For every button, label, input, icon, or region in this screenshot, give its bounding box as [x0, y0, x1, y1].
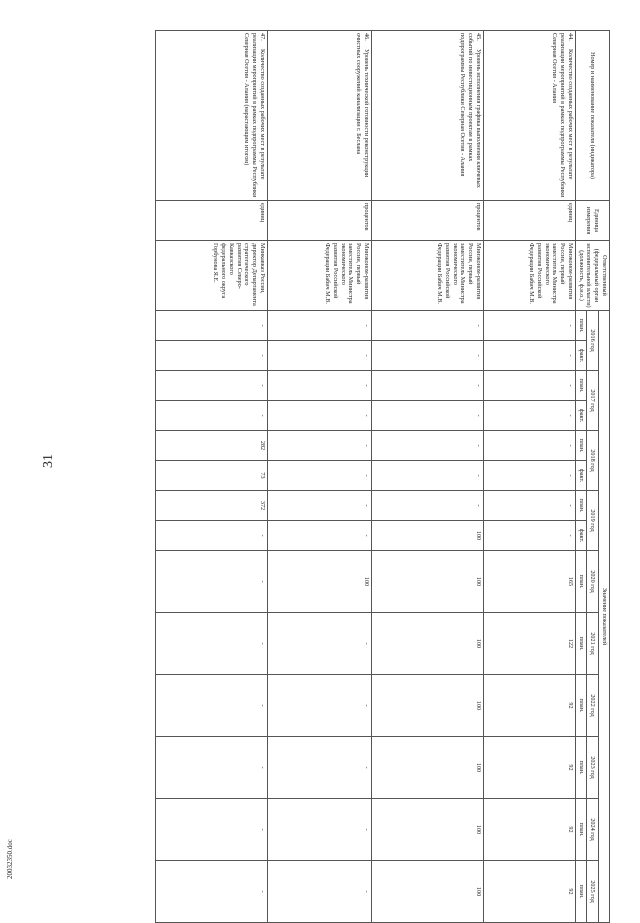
row-number: 45.: [475, 33, 482, 41]
header-year: 2017 год: [587, 371, 598, 431]
value-cell: -: [156, 371, 268, 401]
value-cell: -: [372, 401, 484, 431]
table-row: [156, 31, 268, 923]
header-year: 2024 год: [587, 799, 598, 861]
value-cell: -: [268, 861, 372, 923]
header-plan: план.: [576, 491, 587, 521]
table-row: [372, 31, 484, 923]
row-number: 44.: [567, 33, 574, 41]
value-cell: -: [484, 401, 576, 431]
header-plan: план.: [576, 311, 587, 341]
header-fact: факт.: [576, 461, 587, 491]
header-responsible: Ответственный (федеральный орган исполнительной власти) (должность, ф.и.о.): [576, 241, 610, 311]
value-cell: 100: [372, 861, 484, 923]
header-year: 2023 год: [587, 737, 598, 799]
value-cell: -: [268, 371, 372, 401]
value-cell: -: [372, 491, 484, 521]
header-indicator: Номер и наименование показателя (индикатора): [576, 31, 610, 201]
header-values: Значение показателей: [598, 311, 609, 923]
header-year: 2025 год: [587, 861, 598, 923]
header-year: 2016 год: [587, 311, 598, 371]
value-cell: 100: [268, 551, 372, 613]
page-number: 31: [41, 454, 56, 468]
header-plan: план.: [576, 675, 587, 737]
value-cell: -: [268, 675, 372, 737]
indicator-name: Количество созданных рабочих мест в результате реализации мероприятий в рамках подпрограммы Республики Северная Осетия - Алания: [551, 33, 574, 198]
responsible-cell: Минэконом-развития России, первый заместитель Министра экономического развития Российской Федерации Бабич М.В.: [372, 241, 484, 311]
responsible-cell: Минэконом-развития России, первый заместитель Министра экономического развития Российской Федерации Бабич М.В.: [484, 241, 576, 311]
value-cell: -: [268, 613, 372, 675]
value-cell: -: [484, 521, 576, 551]
value-cell: 92: [484, 799, 576, 861]
value-cell: 92: [484, 675, 576, 737]
header-year: 2019 год: [587, 491, 598, 551]
indicator-cell: [156, 31, 268, 201]
indicators-table: [155, 30, 610, 923]
value-cell: -: [156, 861, 268, 923]
header-fact: факт.: [576, 521, 587, 551]
header-plan: план.: [576, 861, 587, 923]
value-cell: -: [484, 431, 576, 461]
value-cell: -: [268, 491, 372, 521]
header-plan: план.: [576, 371, 587, 401]
indicator-cell: [484, 31, 576, 201]
value-cell: -: [156, 311, 268, 341]
unit-cell: процентов: [268, 201, 372, 241]
value-cell: -: [156, 675, 268, 737]
value-cell: 100: [372, 737, 484, 799]
table-body: [156, 31, 576, 923]
header-year: 2022 год: [587, 675, 598, 737]
header-fact: факт.: [576, 401, 587, 431]
value-cell: 100: [372, 551, 484, 613]
header-unit: Единица измерения: [576, 201, 610, 241]
header-plan: план.: [576, 431, 587, 461]
row-number: 46.: [363, 33, 370, 41]
rotated-table-wrapper: [110, 30, 610, 903]
value-cell: -: [372, 341, 484, 371]
value-cell: -: [484, 371, 576, 401]
header-year: 2018 год: [587, 431, 598, 491]
unit-cell: единиц: [484, 201, 576, 241]
header-plan: план.: [576, 737, 587, 799]
value-cell: -: [156, 799, 268, 861]
document-filename: 20032350.doc: [6, 839, 14, 879]
value-cell: -: [156, 737, 268, 799]
table-row: [484, 31, 576, 923]
unit-cell: единиц: [156, 201, 268, 241]
value-cell: -: [372, 431, 484, 461]
header-year: 2020 год: [587, 551, 598, 613]
value-cell: -: [268, 799, 372, 861]
value-cell: 282: [156, 431, 268, 461]
header-plan: план.: [576, 799, 587, 861]
value-cell: -: [156, 341, 268, 371]
table-row: [268, 31, 372, 923]
value-cell: -: [484, 341, 576, 371]
value-cell: -: [484, 461, 576, 491]
value-cell: -: [156, 551, 268, 613]
indicator-cell: [268, 31, 372, 201]
value-cell: 100: [372, 613, 484, 675]
value-cell: 73: [156, 461, 268, 491]
value-cell: -: [268, 401, 372, 431]
value-cell: 100: [372, 799, 484, 861]
value-cell: -: [372, 371, 484, 401]
row-number: 47.: [259, 33, 266, 41]
unit-cell: процентов: [372, 201, 484, 241]
value-cell: -: [268, 521, 372, 551]
value-cell: -: [268, 461, 372, 491]
value-cell: -: [372, 311, 484, 341]
header-fact: факт.: [576, 341, 587, 371]
header-plan: план.: [576, 551, 587, 613]
indicator-cell: [372, 31, 484, 201]
indicator-name: Уровень технической готовности реконструкции очистных сооружений канализации г. Беслана: [355, 33, 370, 178]
value-cell: -: [372, 461, 484, 491]
header-year: 2021 год: [587, 613, 598, 675]
responsible-cell: Минкавказ России, директор Департамента стратегического развития Северо-Кавказского федерального округа Горбунова Я.Е.: [156, 241, 268, 311]
value-cell: -: [156, 401, 268, 431]
value-cell: 165: [484, 551, 576, 613]
value-cell: 92: [484, 737, 576, 799]
value-cell: -: [268, 431, 372, 461]
value-cell: -: [268, 737, 372, 799]
value-cell: 100: [372, 675, 484, 737]
value-cell: -: [484, 491, 576, 521]
value-cell: 122: [484, 613, 576, 675]
value-cell: -: [156, 613, 268, 675]
value-cell: 372: [156, 491, 268, 521]
value-cell: -: [156, 521, 268, 551]
indicator-name: Количество созданных рабочих мест в результате реализации мероприятий в рамках подпрограммы Республики Северная Осетия - Алания (нарастающим итогом): [243, 33, 266, 198]
value-cell: -: [484, 311, 576, 341]
value-cell: 100: [372, 521, 484, 551]
value-cell: -: [268, 341, 372, 371]
value-cell: 92: [484, 861, 576, 923]
indicator-name: Уровень исполнения графика выполнения ключевых событий по инвестиционным проектам в рамках подпрограммы Республики Северная Осетия - Алания: [459, 33, 482, 188]
header-plan: план.: [576, 613, 587, 675]
value-cell: -: [268, 311, 372, 341]
responsible-cell: Минэконом-развития России, первый заместитель Министра экономического развития Российской Федерации Бабич М.В.: [268, 241, 372, 311]
